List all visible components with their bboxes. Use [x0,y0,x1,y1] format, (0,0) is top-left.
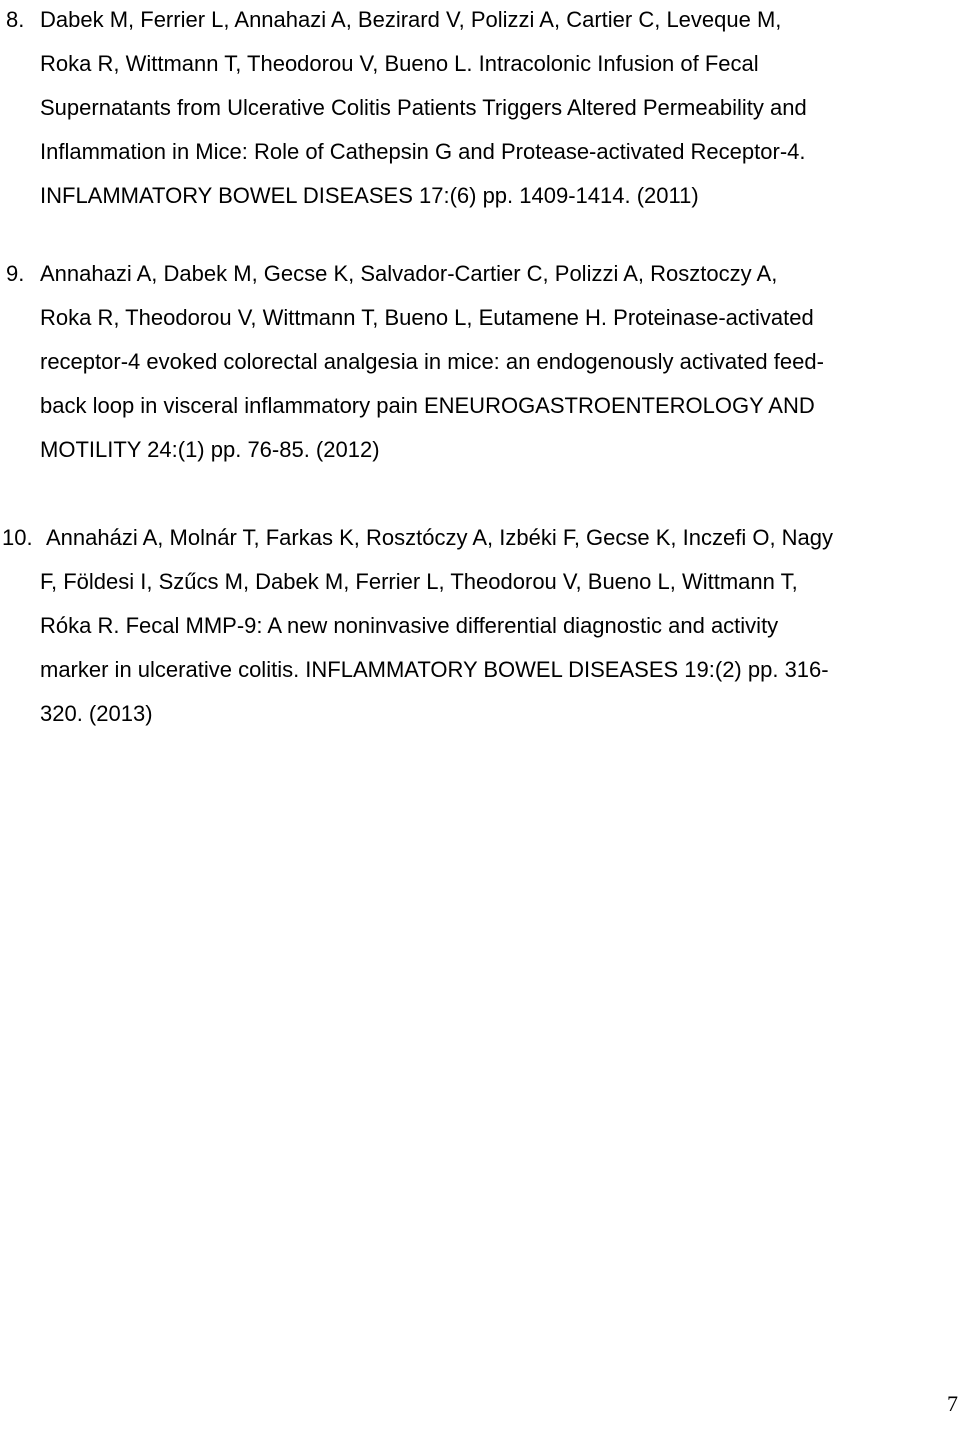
reference-line: back loop in visceral inflammatory pain ENEUROGASTROENTEROLOGY AND [40,393,815,418]
reference-line: Róka R. Fecal MMP-9: A new noninvasive differential diagnostic and activity [40,613,779,638]
reference-line: INFLAMMATORY BOWEL DISEASES 17:(6) pp. 1409-1414. (2011) [40,183,699,208]
reference-line: Roka R, Theodorou V, Wittmann T, Bueno L, Eutamene H. Proteinase-activated [40,305,814,330]
reference-line: Supernatants from Ulcerative Colitis Patients Triggers Altered Permeability and [40,95,807,120]
reference-number: 9. [6,261,25,286]
reference-line: MOTILITY 24:(1) pp. 76-85. (2012) [40,437,380,462]
reference-line: marker in ulcerative colitis. INFLAMMATORY BOWEL DISEASES 19:(2) pp. 316- [40,657,829,682]
reference-text [40,252,960,472]
reference-line: 320. (2013) [40,701,153,726]
reference-text [40,516,960,736]
reference-number: 8. [6,7,25,32]
reference-line: Roka R, Wittmann T, Theodorou V, Bueno L. Intracolonic Infusion of Fecal [40,51,759,76]
reference-number: 10. [2,525,33,550]
reference-line: receptor-4 evoked colorectal analgesia in mice: an endogenously activated feed- [40,349,824,374]
reference-line: Inflammation in Mice: Role of Cathepsin G and Protease-activated Receptor-4. [40,139,806,164]
reference-line: F, Földesi I, Szűcs M, Dabek M, Ferrier L, Theodorou V, Bueno L, Wittmann T, [40,569,798,594]
reference-line: Annaházi A, Molnár T, Farkas K, Rosztóczy A, Izbéki F, Gecse K, Inczefi O, Nagy [46,525,834,550]
page-number: 7 [947,1391,958,1416]
reference-line: Dabek M, Ferrier L, Annahazi A, Bezirard V, Polizzi A, Cartier C, Leveque M, [40,7,782,32]
reference-text [40,0,960,218]
reference-line: Annahazi A, Dabek M, Gecse K, Salvador-Cartier C, Polizzi A, Rosztoczy A, [40,261,778,286]
